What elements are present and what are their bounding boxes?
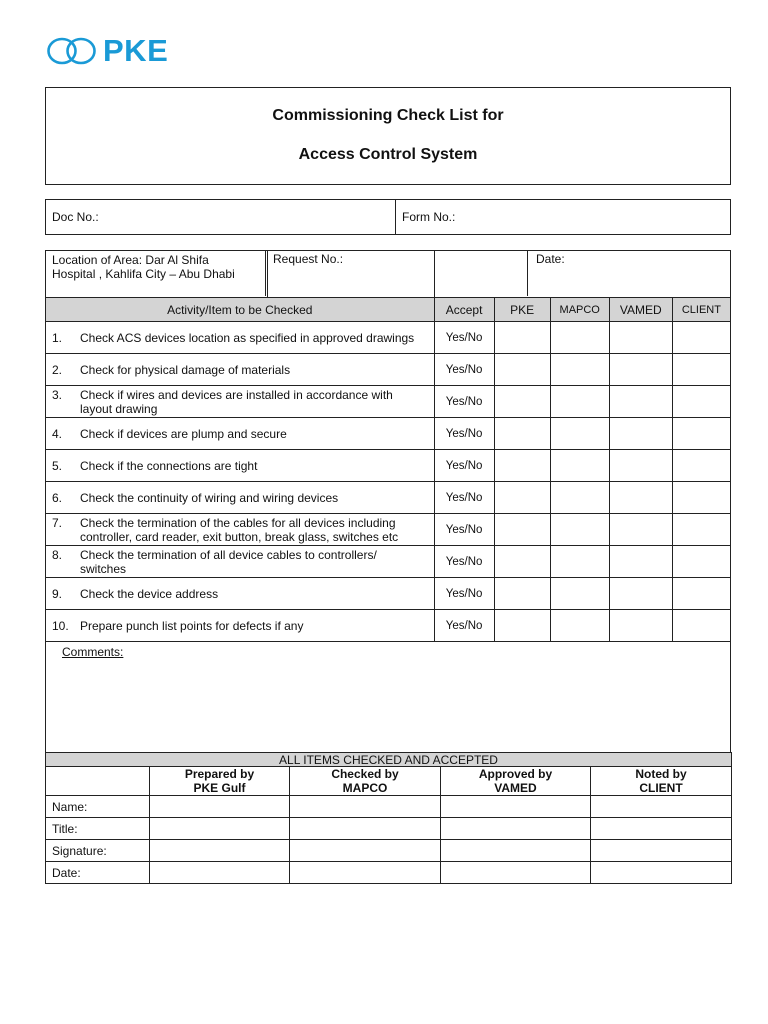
vamed-cell[interactable] (609, 322, 672, 354)
client-cell[interactable] (672, 482, 730, 514)
vamed-cell[interactable] (609, 386, 672, 418)
item-number: 9. (52, 586, 63, 601)
mapco-cell[interactable] (550, 482, 609, 514)
approved-by-cell[interactable] (441, 862, 591, 884)
checklist-row (46, 482, 731, 514)
client-cell[interactable] (672, 386, 730, 418)
approved-by-cell[interactable] (441, 818, 591, 840)
approved-by-cell[interactable] (441, 840, 591, 862)
accept-cell[interactable]: Yes/No (434, 514, 494, 546)
checklist-item (46, 546, 435, 578)
header-client: CLIENT (672, 298, 730, 322)
prepared-by-cell[interactable] (150, 818, 290, 840)
client-cell[interactable] (672, 354, 730, 386)
prepared-by-header (150, 767, 290, 796)
vamed-cell[interactable] (609, 514, 672, 546)
vamed-cell[interactable] (609, 610, 672, 642)
date-field[interactable]: Date: (536, 252, 565, 266)
item-number: 3. (52, 387, 63, 402)
mapco-cell[interactable] (550, 610, 609, 642)
approved-by-header (441, 767, 591, 796)
table-header-row (46, 298, 731, 322)
checklist-item (46, 386, 435, 418)
checklist-item (46, 418, 435, 450)
pke-cell[interactable] (494, 418, 550, 450)
item-text: Check if the connections are tight (80, 458, 258, 473)
client-cell[interactable] (672, 418, 730, 450)
noted-by-cell[interactable] (591, 862, 732, 884)
approved-by-cell[interactable] (441, 796, 591, 818)
header-activity: Activity/Item to be Checked (46, 298, 435, 322)
item-text: Check if devices are plump and secure (80, 426, 287, 441)
approved-by-org: VAMED (494, 781, 537, 795)
location-cell[interactable] (46, 251, 435, 298)
pke-cell[interactable] (494, 354, 550, 386)
accept-cell[interactable]: Yes/No (434, 610, 494, 642)
vamed-cell[interactable] (609, 578, 672, 610)
item-text: Prepare punch list points for defects if any (80, 618, 304, 633)
checklist-item (46, 578, 435, 610)
item-text: Check the termination of the cables for all devices including controller, card reader, exit button, break glass, switches etc (80, 515, 399, 544)
location-divider-2 (527, 251, 528, 296)
checklist-item (46, 322, 435, 354)
prepared-by-label: Prepared by (184, 767, 255, 781)
document-title-box (45, 87, 731, 185)
form-no-field[interactable]: Form No.: (402, 210, 456, 224)
checklist-item (46, 514, 435, 546)
accept-cell[interactable]: Yes/No (434, 578, 494, 610)
accept-cell[interactable]: Yes/No (434, 386, 494, 418)
pke-cell[interactable] (494, 610, 550, 642)
accept-cell[interactable]: Yes/No (434, 322, 494, 354)
signoff-row-label: Signature: (46, 840, 150, 862)
item-text: Check ACS devices location as specified in approved drawings (80, 330, 415, 345)
checklist-item (46, 354, 435, 386)
accept-cell[interactable]: Yes/No (434, 418, 494, 450)
header-accept: Accept (434, 298, 494, 322)
signoff-blank-header (46, 767, 150, 796)
client-cell[interactable] (672, 610, 730, 642)
header-vamed: VAMED (609, 298, 672, 322)
doc-no-field[interactable]: Doc No.: (46, 200, 396, 234)
mapco-cell[interactable] (550, 322, 609, 354)
mapco-cell[interactable] (550, 546, 609, 578)
item-text: Check if wires and devices are installed in accordance with layout drawing (80, 387, 393, 416)
noted-by-cell[interactable] (591, 840, 732, 862)
pke-cell[interactable] (494, 514, 550, 546)
checked-by-org: MAPCO (342, 781, 388, 795)
comments-label: Comments: (62, 645, 124, 659)
item-text: Check the device address (80, 586, 219, 601)
checklist-table (45, 250, 731, 756)
signoff-banner-row (46, 753, 732, 767)
checklist-row (46, 610, 731, 642)
item-text: Check the continuity of wiring and wiring devices (80, 490, 339, 505)
pke-cell[interactable] (494, 450, 550, 482)
item-text: Check the termination of all device cables to controllers/ switches (80, 547, 377, 576)
noted-by-cell[interactable] (591, 796, 732, 818)
comments-row (46, 642, 731, 756)
pke-cell[interactable] (494, 386, 550, 418)
header-mapco: MAPCO (550, 298, 609, 322)
pke-cell[interactable] (494, 482, 550, 514)
pke-cell[interactable] (494, 546, 550, 578)
noted-by-cell[interactable] (591, 818, 732, 840)
signoff-row (46, 862, 732, 884)
pke-cell[interactable] (494, 322, 550, 354)
signoff-row (46, 796, 732, 818)
pke-cell[interactable] (494, 578, 550, 610)
item-number: 10. (52, 618, 69, 633)
accept-cell[interactable]: Yes/No (434, 482, 494, 514)
signoff-row-label: Date: (46, 862, 150, 884)
checklist-item (46, 450, 435, 482)
item-number: 8. (52, 547, 63, 562)
document-title-line-2: Access Control System (298, 146, 478, 163)
signoff-table (45, 752, 732, 884)
checklist-row (46, 322, 731, 354)
mapco-cell[interactable] (550, 514, 609, 546)
noted-by-org: CLIENT (639, 781, 683, 795)
checklist-item (46, 482, 435, 514)
item-text: Check for physical damage of materials (80, 362, 291, 377)
checklist-row (46, 418, 731, 450)
signoff-row (46, 818, 732, 840)
company-logo (45, 33, 169, 68)
prepared-by-cell[interactable] (150, 862, 290, 884)
vamed-cell[interactable] (609, 354, 672, 386)
client-cell[interactable] (672, 514, 730, 546)
item-number: 7. (52, 515, 63, 530)
mapco-cell[interactable] (550, 386, 609, 418)
signoff-row (46, 840, 732, 862)
client-cell[interactable] (672, 546, 730, 578)
checklist-row (46, 546, 731, 578)
checked-by-cell[interactable] (290, 862, 441, 884)
signoff-header-row (46, 767, 732, 796)
prepared-by-org: PKE Gulf (193, 781, 246, 795)
client-cell[interactable] (672, 450, 730, 482)
mapco-cell[interactable] (550, 354, 609, 386)
document-title-line-1: Commissioning Check List for (272, 107, 504, 124)
comments-field[interactable] (46, 642, 731, 756)
signoff-row-label: Name: (46, 796, 150, 818)
checklist-item (46, 610, 435, 642)
location-row (46, 251, 731, 298)
pke-logo-icon (45, 36, 99, 66)
item-number: 2. (52, 362, 63, 377)
header-pke: PKE (494, 298, 550, 322)
vamed-cell[interactable] (609, 418, 672, 450)
signoff-row-label: Title: (46, 818, 150, 840)
checked-by-cell[interactable] (290, 796, 441, 818)
vamed-cell[interactable] (609, 482, 672, 514)
checked-by-cell[interactable] (290, 840, 441, 862)
request-date-cell (434, 251, 730, 298)
checklist-row (46, 450, 731, 482)
checked-by-header (290, 767, 441, 796)
checklist-row (46, 354, 731, 386)
item-number: 4. (52, 426, 63, 441)
item-number: 6. (52, 490, 63, 505)
noted-by-header (591, 767, 732, 796)
accept-cell[interactable]: Yes/No (434, 354, 494, 386)
accept-cell[interactable]: Yes/No (434, 450, 494, 482)
request-no-field[interactable]: Request No.: (273, 252, 344, 266)
vamed-cell[interactable] (609, 450, 672, 482)
vamed-cell[interactable] (609, 546, 672, 578)
client-cell[interactable] (672, 578, 730, 610)
checklist-row (46, 514, 731, 546)
noted-by-label: Noted by (635, 767, 687, 781)
mapco-cell[interactable] (550, 578, 609, 610)
accept-cell[interactable]: Yes/No (434, 546, 494, 578)
approved-by-label: Approved by (478, 767, 553, 781)
logo-text: PKE (103, 33, 169, 68)
location-label-line-2: Hospital , Kahlifa City – Abu Dhabi (52, 267, 235, 281)
item-number: 5. (52, 458, 63, 473)
checklist-row (46, 386, 731, 418)
prepared-by-cell[interactable] (150, 840, 290, 862)
doc-form-box (45, 199, 731, 235)
item-number: 1. (52, 330, 63, 345)
location-divider-1 (265, 251, 266, 296)
signoff-banner: ALL ITEMS CHECKED AND ACCEPTED (46, 753, 732, 767)
location-label: Location of Area: Dar Al Shifa (52, 253, 209, 267)
checklist-row (46, 578, 731, 610)
mapco-cell[interactable] (550, 450, 609, 482)
client-cell[interactable] (672, 322, 730, 354)
checked-by-cell[interactable] (290, 818, 441, 840)
prepared-by-cell[interactable] (150, 796, 290, 818)
checked-by-label: Checked by (331, 767, 399, 781)
mapco-cell[interactable] (550, 418, 609, 450)
